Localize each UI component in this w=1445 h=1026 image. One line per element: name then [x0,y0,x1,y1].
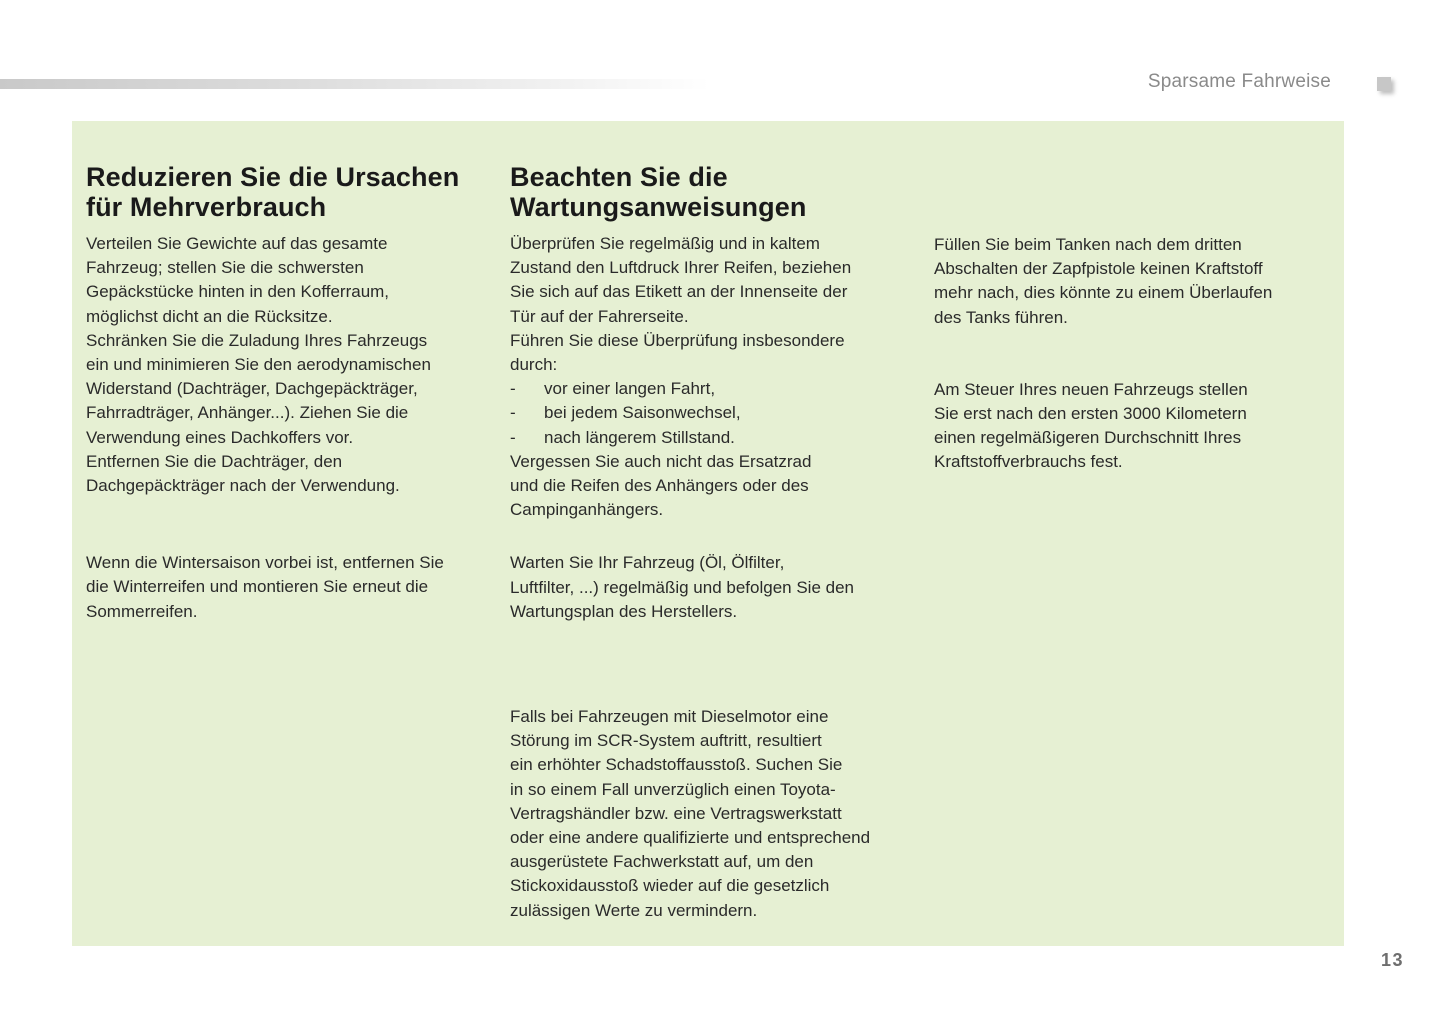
list-item-text: nach längerem Stillstand. [544,427,735,447]
list-item [510,426,920,450]
bullet-dash: - [510,427,516,447]
column-maintenance [510,162,920,923]
paragraph-weight-distribution: Verteilen Sie Gewichte auf das gesamte Fahrzeug; stellen Sie die schwersten Gepäckstücke hinten in den Kofferraum, möglichst dicht an die Rücksitze. Schränken Sie die Zuladung Ihres Fahrzeugs ein und minimieren Sie den aerodynamischen Widerstand (Dachträger, Dachgepäckträger, Fahrradträger, Anhänger...). Ziehen Sie die Verwendung eines Dachkoffers vor. Entfernen Sie die Dachträger, den Dachgepäckträger nach der Verwendung. [86,234,431,496]
paragraph-service-schedule: Warten Sie Ihr Fahrzeug (Öl, Ölfilter, Luftfilter, ...) regelmäßig und befolgen Sie den Wartungsplan des Herstellers. [510,553,854,621]
paragraph-spare-wheel: Vergessen Sie auch nicht das Ersatzrad und die Reifen des Anhängers oder des Campinganhängers. [510,451,812,520]
bullet-dash: - [510,403,516,423]
column-fuel-tips [934,162,1339,475]
bullet-dash: - [510,379,516,399]
paragraph-new-vehicle-consumption: Am Steuer Ihres neuen Fahrzeugs stellen Sie erst nach den ersten 3000 Kilometern einen regelmäßigeren Durchschnitt Ihres Kraftstoffverbrauchs fest. [934,379,1248,472]
list-item [510,401,920,425]
paragraph-refuelling: Füllen Sie beim Tanken nach dem dritten Abschalten der Zapfpistole keinen Kraftstoff mehr nach, dies könnte zu einem Überlaufen des Tanks führen. [934,235,1273,327]
page-number: 13 [1381,950,1405,970]
section-marker-square-icon [1377,77,1391,91]
heading-maintenance: Beachten Sie die Wartungsanweisungen [510,162,807,222]
heading-reduce-causes: Reduzieren Sie die Ursachen für Mehrverbrauch [86,162,460,222]
paragraph-winter-tyres: Wenn die Wintersaison vorbei ist, entfernen Sie die Winterreifen und montieren Sie erneut die Sommerreifen. [86,553,444,621]
paragraph-scr-system: Falls bei Fahrzeugen mit Dieselmotor eine Störung im SCR-System auftritt, resultiert ein erhöhter Schadstoffausstoß. Suchen Sie in so einem Fall unverzüglich einen Toyota- Vertragshändler bzw. eine Vertragswerkstatt oder eine andere qualifizierte und entsprechend ausgerüstete Fachwerkstatt auf, um den Stickoxidausstoß wieder auf die gesetzlich zulässigen Werte zu vermindern. [510,707,871,920]
header-gradient-bar [0,79,710,89]
list-item-text: bei jedem Saisonwechsel, [544,403,741,423]
list-item [510,377,920,401]
section-title: Sparsame Fahrweise [1147,71,1331,92]
column-reduce-causes [86,162,491,624]
list-item-text: vor einer langen Fahrt, [544,379,716,399]
paragraph-tyre-pressure: Überprüfen Sie regelmäßig und in kaltem Zustand den Luftdruck Ihrer Reifen, beziehen Sie sich auf das Etikett an der Innenseite der Tür auf der Fahrerseite. Führen Sie diese Überprüfung insbesondere durch: [510,234,852,375]
content-panel [72,121,1344,946]
